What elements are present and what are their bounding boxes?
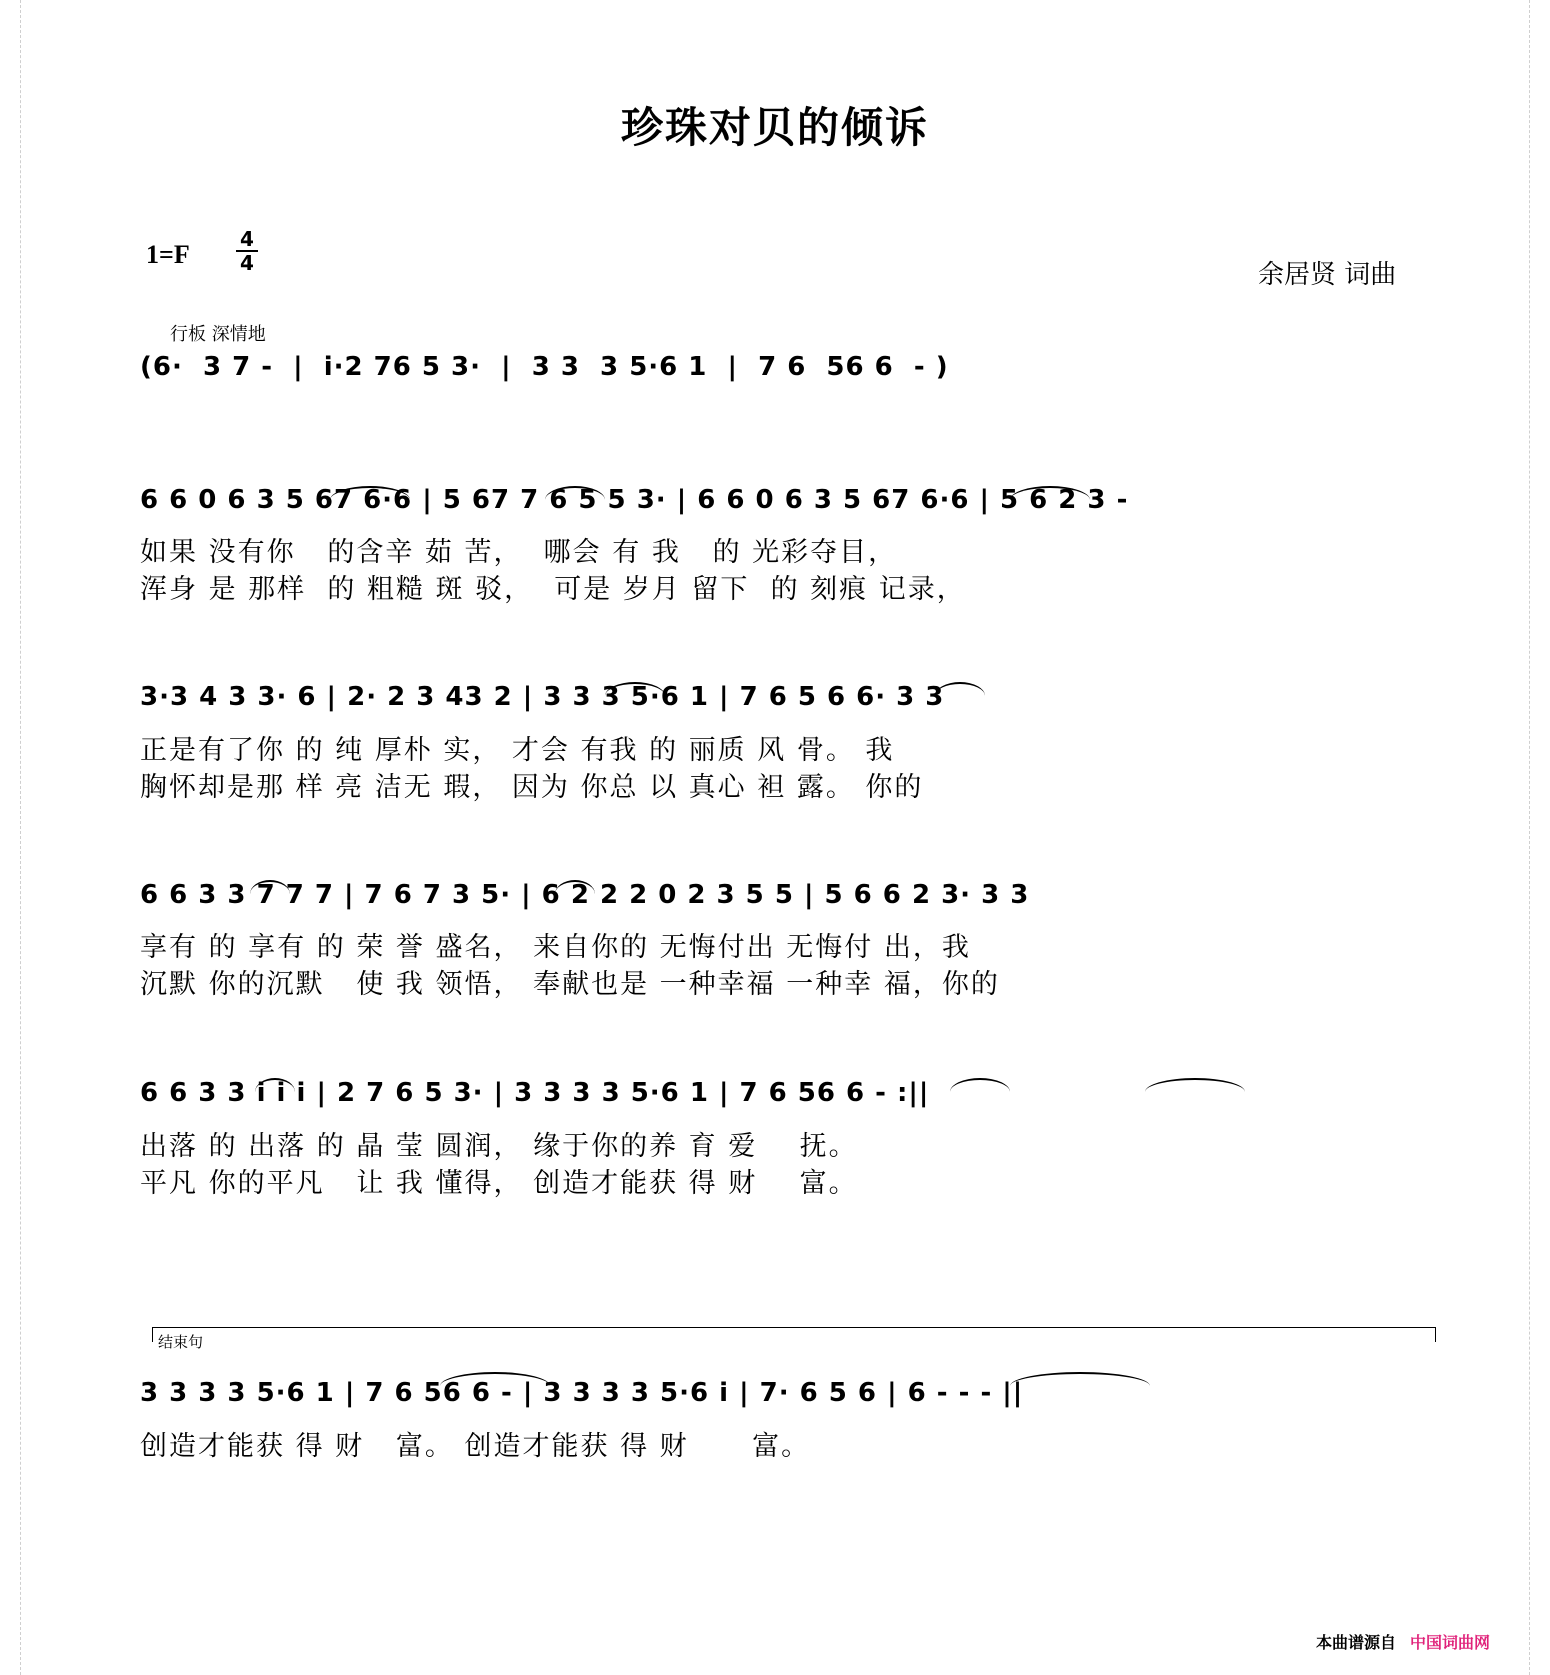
footer-source [1316, 1630, 1490, 1653]
ending-bracket [152, 1327, 1436, 1342]
footer-site-link[interactable]: 中国词曲网 [1410, 1633, 1491, 1652]
lyrics-verse1-row-2: 如果 没有你 的含辛 茹 苦， 哪会 有 我 的 光彩夺目， [140, 537, 898, 568]
tempo-marking: 行板 深情地 [170, 324, 266, 345]
lyrics-verse1-row-5: 出落 的 出落 的 晶 莹 圆润， 缘于你的养 育 爱 抚。 [140, 1131, 858, 1162]
lyrics-verse1-row-4: 享有 的 享有 的 荣 誉 盛名， 来自你的 无悔付出 无悔付 出，我 [140, 932, 971, 963]
slur-mark [1010, 1372, 1150, 1386]
song-title: 珍珠对贝的倾诉 [620, 103, 929, 152]
footer-source-text: 本曲谱源自 [1316, 1633, 1397, 1652]
lyrics-verse2-row-4: 沉默 你的沉默 使 我 领悟， 奉献也是 一种幸福 一种幸 福，你的 [140, 969, 1000, 1000]
time-signature-bottom: 4 [240, 251, 254, 275]
notation-row-3: 3·3 4 3 3· 6 | 2· 2 3 43 2 | 3 3 3 5·6 1 | 7 6 5 6 6· 3 3 [140, 682, 945, 712]
lyrics-verse2-row-2: 浑身 是 那样 的 粗糙 斑 驳， 可是 岁月 留下 的 刻痕 记录， [140, 574, 966, 605]
ending-label: 结束句 [158, 1333, 204, 1351]
notation-row-2: 6 6 0 6 3 5 67 6·6 | 5 67 7 6 5 5 3· | 6 6 0 6 3 5 67 6·6 | 5 6 2 3 - [140, 485, 1129, 515]
lyrics-ending: 创造才能获 得 财 富。 创造才能获 得 财 富。 [140, 1431, 811, 1462]
lyrics-verse2-row-5: 平凡 你的平凡 让 我 懂得， 创造才能获 得 财 富。 [140, 1168, 858, 1199]
time-signature [236, 228, 258, 274]
right-margin-watermark-strip [1529, 0, 1550, 1675]
lyrics-verse2-row-3: 胸怀却是那 样 亮 洁无 瑕， 因为 你总 以 真心 袒 露。 你的 [140, 772, 924, 803]
key-signature: 1=F [146, 240, 190, 269]
lyrics-verse1-row-3: 正是有了你 的 纯 厚朴 实， 才会 有我 的 丽质 风 骨。 我 [140, 735, 895, 766]
time-signature-top: 4 [240, 227, 254, 251]
notation-row-4: 6 6 3 3 7 7 7 | 7 6 7 3 5· | 6 2 2 2 0 2 3 5 5 | 5 6 6 2 3· 3 3 [140, 880, 1030, 910]
slur-mark [440, 1372, 550, 1386]
left-margin-watermark-strip [0, 0, 21, 1675]
notation-row-ending: 3 3 3 3 5·6 1 | 7 6 56 6 - | 3 3 3 3 5·6 i | 7· 6 5 6 | 6 - - - || [140, 1378, 1024, 1408]
notation-row-5: 6 6 3 3 i i i | 2 7 6 5 3· | 3 3 3 3 5·6 1 | 7 6 56 6 - :|| [140, 1078, 930, 1108]
composer-credit: 余居贤 词曲 [1258, 260, 1397, 290]
notation-row-intro: (6· 3 7 - | i·2 76 5 3· | 3 3 3 5·6 1 | 7 6 56 6 - ) [140, 352, 949, 382]
